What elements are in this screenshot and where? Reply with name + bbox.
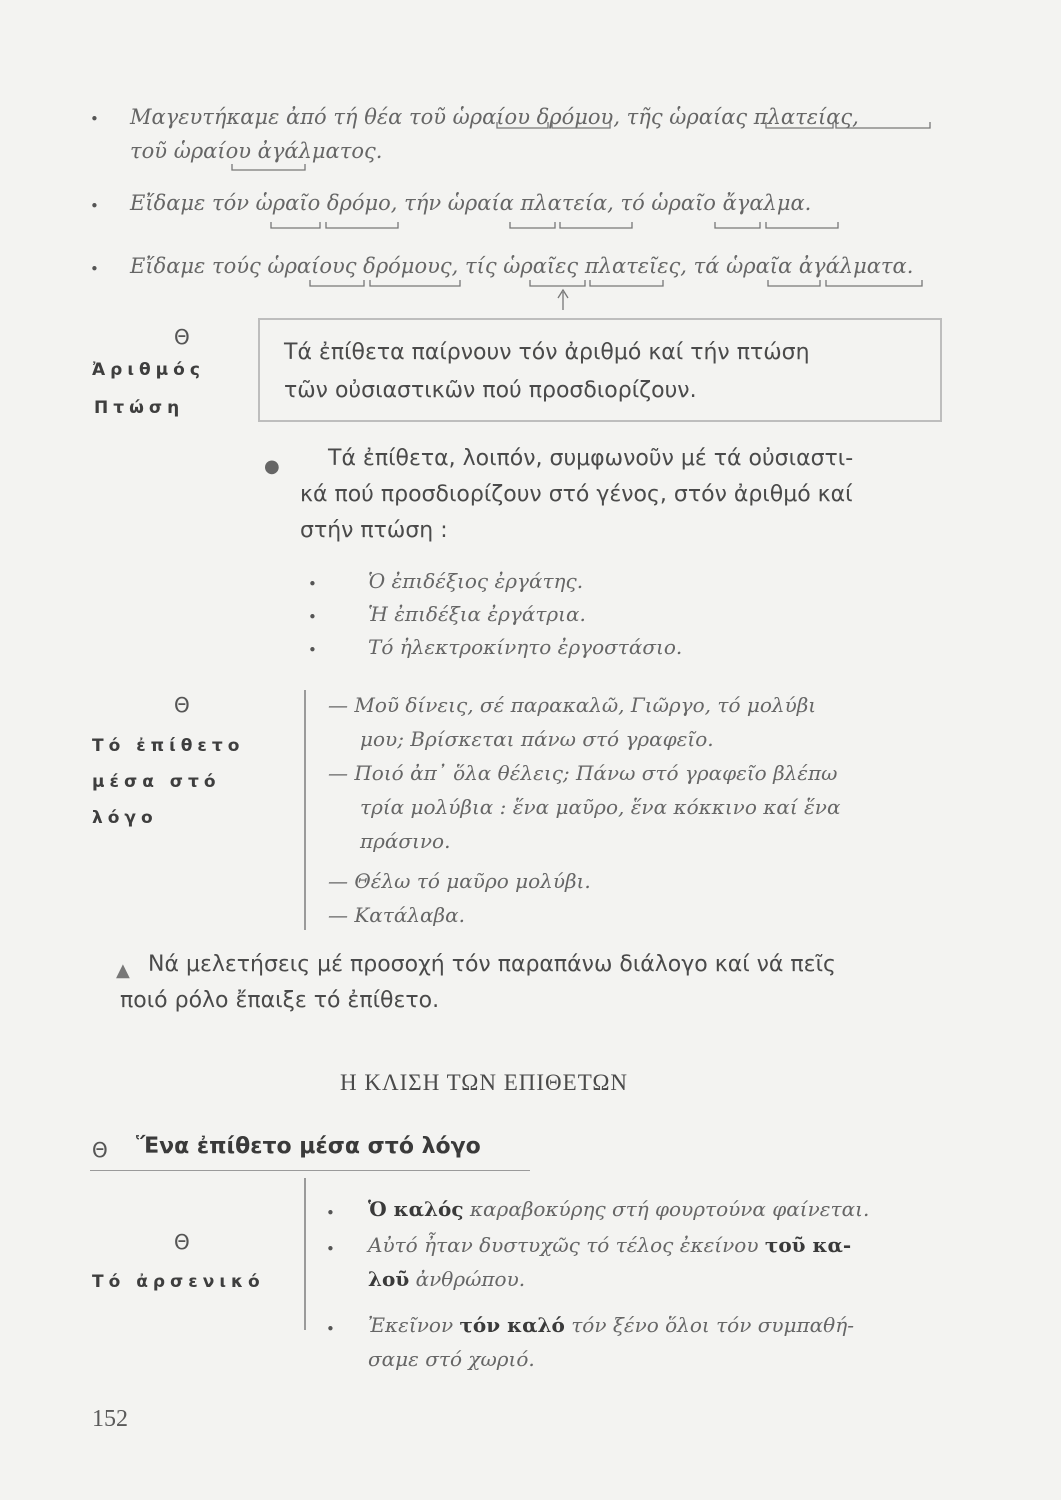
theta-icon: Θ: [174, 325, 190, 349]
paragraph-line: κά πού προσδιορίζουν στό γένος, στόν ἀριθμό καί: [300, 482, 853, 507]
theta-icon: Θ: [174, 1230, 190, 1254]
example-line: Εἴδαμε τόν ὡραῖο δρόμο, τήν ὡραία πλατεία, τό ὡραῖο ἄγαλμα.: [130, 191, 812, 215]
example-line: Ὁ καλός καραβοκύρης στή φουρτούνα φαίνεται.: [368, 1197, 870, 1221]
paragraph-line: στήν πτώση :: [300, 518, 448, 543]
bullet-icon: •: [326, 1204, 335, 1222]
example-line: Τό ἠλεκτροκίνητο ἐργοστάσιο.: [368, 635, 683, 659]
page-number: 152: [92, 1406, 128, 1432]
paragraph-line: Τά ἐπίθετα, λοιπόν, συμφωνοῦν μέ τά οὐσιαστι-: [328, 446, 854, 471]
side-label: Ἀριθμός: [92, 360, 205, 380]
side-label: λόγο: [92, 808, 158, 828]
side-label: Πτώση: [94, 398, 185, 418]
example-line: Ἡ ἐπιδέξια ἐργάτρια.: [368, 602, 586, 626]
bullet-icon: •: [90, 110, 99, 128]
dialogue-line: — Θέλω τό μαῦρο μολύβι.: [328, 869, 591, 893]
exercise-text: ποιό ρόλο ἔπαιξε τό ἐπίθετο.: [120, 988, 440, 1013]
theta-icon: Θ: [92, 1138, 108, 1162]
dialogue-line: πράσινο.: [360, 829, 451, 853]
triangle-icon: ▲: [116, 960, 130, 981]
rule-text: τῶν οὐσιαστικῶν πού προσδιορίζουν.: [284, 378, 697, 403]
example-line: Μαγευτήκαμε ἀπό τή θέα τοῦ ὡραίου δρόμου, τῆς ὡραίας πλατείας,: [130, 105, 859, 129]
theta-icon: Θ: [174, 693, 190, 717]
bullet-icon: •: [308, 641, 317, 659]
bullet-icon: •: [326, 1320, 335, 1338]
side-label: Τό ἀρσενικό: [92, 1272, 265, 1292]
bullet-icon: •: [326, 1240, 335, 1258]
bullet-icon: •: [308, 575, 317, 593]
dialogue-line: — Ποιό ἀπ᾿ ὅλα θέλεις; Πάνω στό γραφεῖο βλέπω: [328, 761, 838, 785]
side-label: Τό ἐπίθετο: [92, 736, 245, 756]
example-line: σαμε στό χωριό.: [368, 1347, 535, 1371]
circle-bullet-icon: ●: [264, 456, 280, 477]
example-line: Ὁ ἐπιδέξιος ἐργάτης.: [368, 569, 584, 593]
exercise-text: Νά μελετήσεις μέ προσοχή τόν παραπάνω διάλογο καί νά πεῖς: [148, 952, 836, 977]
bullet-icon: •: [90, 197, 99, 215]
underline-brackets: [0, 0, 1061, 320]
example-line: Ἐκεῖνον τόν καλό τόν ξένο ὅλοι τόν συμπαθή-: [368, 1313, 854, 1337]
dialogue-line: — Μοῦ δίνεις, σέ παρακαλῶ, Γιῶργο, τό μολύβι: [328, 693, 817, 717]
example-line: τοῦ ὡραίου ἀγάλματος.: [130, 139, 383, 163]
side-label: μέσα στό: [92, 772, 221, 792]
bullet-icon: •: [90, 260, 99, 278]
dialogue-line: — Κατάλαβα.: [328, 903, 465, 927]
section-divider: [304, 1178, 306, 1330]
example-line: λοῦ ἀνθρώπου.: [368, 1267, 526, 1291]
rule-text: Τά ἐπίθετα παίρνουν τόν ἀριθμό καί τήν πτώση: [284, 340, 810, 365]
example-line: Εἴδαμε τούς ὡραίους δρόμους, τίς ὡραῖες πλατεῖες, τά ὡραῖα ἀγάλματα.: [130, 254, 914, 278]
dialogue-line: τρία μολύβια : ἕνα μαῦρο, ἕνα κόκκινο καί ἕνα: [360, 795, 841, 819]
rule-box: [258, 318, 942, 422]
section-heading: Η ΚΛΙΣΗ ΤΩΝ ΕΠΙΘΕΤΩΝ: [340, 1070, 629, 1095]
bullet-icon: •: [308, 608, 317, 626]
example-line: Αὐτό ἦταν δυστυχῶς τό τέλος ἐκείνου τοῦ κα-: [368, 1233, 852, 1257]
section-divider: [304, 690, 306, 930]
dialogue-line: μου; Βρίσκεται πάνω στό γραφεῖο.: [360, 727, 714, 751]
subheading-rule: [90, 1170, 530, 1171]
subheading: Ἕνα ἐπίθετο μέσα στό λόγο: [136, 1134, 481, 1159]
